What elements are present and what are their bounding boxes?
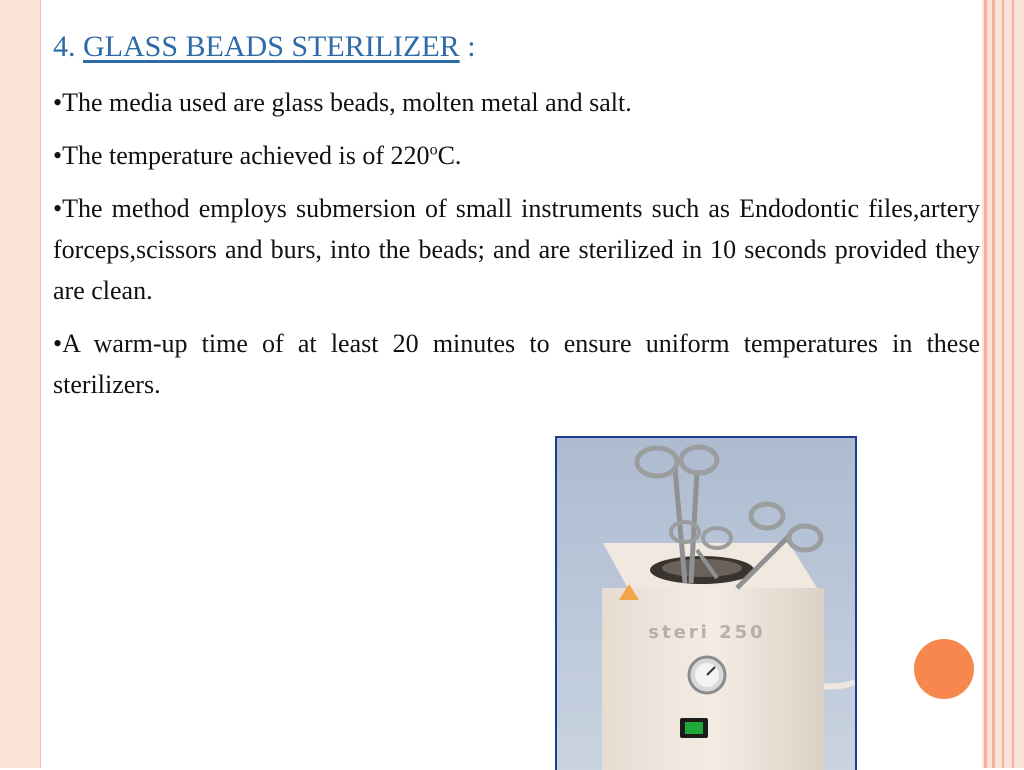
- left-border-decoration: [0, 0, 41, 768]
- title-number: 4.: [53, 30, 76, 63]
- right-border-decoration: [982, 0, 1024, 768]
- title-heading: GLASS BEADS STERILIZER: [83, 30, 460, 63]
- degree-superscript: o: [429, 141, 438, 159]
- sterilizer-photo: [555, 436, 857, 770]
- bullet-media: •The media used are glass beads, molten metal and salt.: [53, 88, 632, 117]
- device-label: steri 250: [648, 622, 766, 643]
- bullet-warmup: •A warm-up time of at least 20 minutes to ensure uniform temperatures in these sterilizers.: [53, 329, 980, 399]
- sterilizer-illustration: [557, 438, 855, 770]
- slide-title: [53, 30, 980, 70]
- bullet-temperature-unit: C.: [437, 141, 462, 170]
- title-colon: :: [467, 30, 476, 63]
- accent-circle: [914, 639, 974, 699]
- bullet-temperature: [53, 135, 980, 176]
- slide-content: [53, 30, 980, 417]
- bullet-method: •The method employs submersion of small instruments such as Endodontic files,artery forceps,scissors and burs, into the beads; and are sterilized in 10 seconds provided they are clean.: [53, 194, 980, 305]
- bullet-temperature-text: •The temperature achieved is of 220: [53, 141, 430, 170]
